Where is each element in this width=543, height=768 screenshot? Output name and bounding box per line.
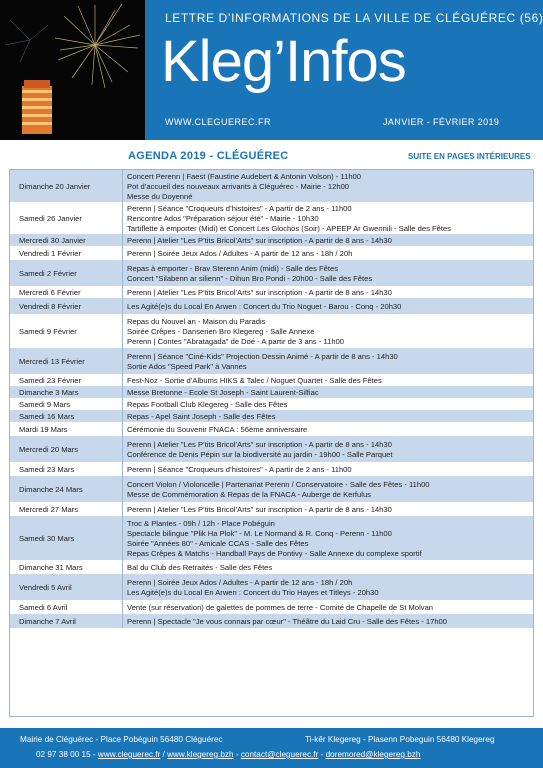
agenda-date: Vendredi 8 Février: [10, 298, 123, 314]
agenda-events: [123, 600, 534, 614]
agenda-events: [123, 170, 534, 202]
agenda-row: [10, 202, 533, 234]
agenda-event: Messe Bretonne - Ecole St Joseph - Saint Laurent-Silfiac: [127, 387, 319, 397]
agenda-date: Samedi 30 Mars: [10, 516, 123, 560]
agenda-event: Pot d’accueil des nouveaux arrivants à Cléguérec - Mairie - 12h00: [127, 181, 350, 191]
agenda-event: Perenn | Soirée Jeux Ados / Adultes - A partir de 12 ans - 18h / 20h: [127, 577, 353, 587]
agenda-row: [10, 170, 533, 202]
agenda-row: [10, 462, 533, 476]
agenda-events: [123, 246, 534, 260]
agenda-events: [123, 560, 534, 574]
newsletter-title: Kleg’Infos: [161, 29, 406, 94]
agenda-row: [10, 502, 533, 516]
agenda-event: Les Agité(e)s du Local En Arwen : Concert du Trio Noguet - Barou - Conq - 20h30: [127, 301, 402, 311]
agenda-event: Concert "Silabenn ar silienn" - Dihun Bro Pondi - 20h00 - Salle des Fêtes: [127, 273, 373, 283]
agenda-date: Samedi 23 Février: [10, 374, 123, 386]
agenda-date: Dimanche 7 Avril: [10, 614, 123, 628]
agenda-events: [123, 398, 534, 410]
agenda-event: Les Agité(e)s du Local En Arwen : Concert du Trio Hayes et Titleys - 20h30: [127, 587, 379, 597]
agenda-event: Perenn | Atelier "Les P’tits Bricol’Arts" sur inscription - A partir de 8 ans - 14h30: [127, 504, 392, 514]
agenda-events: [123, 260, 534, 286]
agenda-date: Mercredi 30 Janvier: [10, 234, 123, 246]
agenda-event: Sortie Ados "Speed Park" à Vannes: [127, 361, 247, 371]
footer-separator: /: [160, 750, 168, 759]
agenda-date: Samedi 16 Mars: [10, 410, 123, 422]
agenda-event: Perenn | Spectacle "Je vous connais par cœur" - Théâtre du Laid Cru - Salle des Fêtes - 17h00: [127, 616, 447, 626]
agenda-events: [123, 614, 534, 628]
agenda-event: Troc & Plantes - 09h / 12h - Place Pobéguin: [127, 518, 275, 528]
agenda-events: [123, 298, 534, 314]
agenda-note: SUITE EN PAGES INTÉRIEURES: [408, 152, 531, 161]
agenda-date: Dimanche 3 Mars: [10, 386, 123, 398]
footer-contacts: [36, 750, 420, 759]
agenda-event: Repas à emporter - Brav Sterenn Anim (midi) - Salle des Fêtes: [127, 263, 339, 273]
agenda-event: Conférence de Denis Pépin sur la biodiversité au jardin - 19h00 - Salle Parquet: [127, 449, 393, 459]
header-text-block: [145, 0, 543, 140]
agenda-row: [10, 246, 533, 260]
agenda-events: [123, 516, 534, 560]
agenda-row: [10, 348, 533, 374]
agenda-table-body: [10, 170, 533, 628]
agenda-event: Perenn | Contes "Abratagada" de Doé - A partir de 3 ans - 11h00: [127, 336, 345, 346]
agenda-event: Perenn | Séance "Croqueurs d’histoires" - A partir de 2 ans - 11h00: [127, 464, 352, 474]
agenda-events: [123, 286, 534, 298]
agenda-event: Concert Perenn | Faest (Faustine Audebert & Antonin Volson) - 11h00: [127, 171, 362, 181]
agenda-title: AGENDA 2019 - CLÉGUÉREC: [128, 150, 289, 162]
agenda-event: Soirée Crêpes - Danserien Bro Klegereg - Salle Annexe: [127, 326, 315, 336]
agenda-row: [10, 386, 533, 398]
agenda-date: Mercredi 20 Mars: [10, 436, 123, 462]
footer: [0, 728, 543, 768]
agenda-event: Spectacle bilingue "Plik Ha Plok" - M. Le Normand & R. Conq - Perenn - 11h00: [127, 528, 392, 538]
agenda-events: [123, 436, 534, 462]
agenda-events: [123, 386, 534, 398]
agenda-table: [9, 169, 534, 717]
agenda-date: Vendredi 1 Février: [10, 246, 123, 260]
agenda-date: Samedi 6 Avril: [10, 600, 123, 614]
footer-link-cleguerec[interactable]: www.cleguerec.fr: [97, 750, 161, 759]
agenda-event: Perenn | Séance "Ciné-Kids" Projection Dessin Animé - A partir de 8 ans - 14h30: [127, 351, 398, 361]
footer-separator: -: [318, 750, 326, 759]
agenda-event: Soirée "Années 80" - Amicale CCAS - Salle des Fêtes: [127, 538, 309, 548]
agenda-row: [10, 410, 533, 422]
agenda-events: [123, 502, 534, 516]
agenda-date: Dimanche 24 Mars: [10, 476, 123, 502]
website-link[interactable]: WWW.CLEGUEREC.FR: [165, 117, 271, 127]
issue-date: JANVIER - FÉVRIER 2019: [383, 117, 500, 127]
agenda-row: [10, 398, 533, 410]
agenda-date: Mercredi 13 Février: [10, 348, 123, 374]
agenda-date: Samedi 9 Mars: [10, 398, 123, 410]
footer-email-doremored[interactable]: doremored@klegereg.bzh: [325, 750, 421, 759]
agenda-row: [10, 600, 533, 614]
agenda-events: [123, 314, 534, 348]
agenda-event: Perenn | Atelier "Les P’tits Bricol’Arts" sur inscription - A partir de 8 ans - 14h30: [127, 439, 392, 449]
agenda-row: [10, 260, 533, 286]
agenda-date: Mercredi 27 Mars: [10, 502, 123, 516]
agenda-event: Repas Crêpes & Matchs - Handball Pays de Pontivy - Salle Annexe du complexe sportif: [127, 548, 422, 558]
agenda-events: [123, 422, 534, 436]
agenda-event: Perenn | Atelier "Les P’tits Bricol’Arts" sur inscription - A partir de 8 ans - 14h30: [127, 287, 392, 297]
footer-address-br: Ti-kêr Klegereg - Plasenn Pobeguin 56480 Klegereg: [305, 735, 495, 744]
agenda-event: Fest-Noz - Sortie d’Albums HIKS & Talec / Noguet Quartet - Salle des Fêtes: [127, 375, 382, 385]
footer-phone: 02 97 38 00 15 -: [36, 750, 96, 759]
agenda-date: Mercredi 6 Février: [10, 286, 123, 298]
agenda-event: Concert Violon / Violoncelle | Partenariat Perenn / Conservatoire - Salle des Fêtes - 11h00: [127, 479, 430, 489]
agenda-event: Perenn | Atelier "Les P’tits Bricol’Arts" sur inscription - A partir de 8 ans - 14h30: [127, 235, 392, 245]
agenda-event: Messe de Commémoration & Repas de la FNACA - Auberge de Kerfulus: [127, 489, 371, 499]
agenda-row: [10, 422, 533, 436]
agenda-row: [10, 234, 533, 246]
agenda-event: Tartiflette à emporter (Midi) et Concert Les Glochos (Soir) - APEEP Ar Gwennili - Salle des Fêtes: [127, 223, 451, 233]
agenda-date: Samedi 9 Février: [10, 314, 123, 348]
agenda-date: Samedi 23 Mars: [10, 462, 123, 476]
agenda-row: [10, 298, 533, 314]
agenda-event: Repas - Apel Saint Joseph - Salle des Fêtes: [127, 411, 276, 421]
agenda-events: [123, 462, 534, 476]
footer-separator: -: [233, 750, 241, 759]
agenda-event: Repas Football Club Klegereg - Salle des Fêtes: [127, 399, 288, 409]
header-banner: [0, 0, 543, 140]
agenda-date: Dimanche 20 Janvier: [10, 170, 123, 202]
fireworks-photo: [0, 0, 145, 140]
agenda-row: [10, 314, 533, 348]
agenda-events: [123, 410, 534, 422]
newsletter-subtitle: LETTRE D’INFORMATIONS DE LA VILLE DE CLÉGUÉREC (56): [165, 11, 543, 25]
agenda-events: [123, 374, 534, 386]
agenda-events: [123, 202, 534, 234]
agenda-date: Samedi 2 Février: [10, 260, 123, 286]
footer-email-contact[interactable]: contact@cleguerec.fr: [240, 750, 319, 759]
agenda-date: Vendredi 5 Avril: [10, 574, 123, 600]
agenda-events: [123, 234, 534, 246]
agenda-event: Messe du Doyenné: [127, 191, 193, 201]
agenda-event: Vente (sur réservation) de galettes de pommes de terre - Comité de Chapelle de St Molvan: [127, 602, 434, 612]
agenda-event: Repas du Nouvel an - Maison du Paradis: [127, 316, 266, 326]
agenda-row: [10, 374, 533, 386]
agenda-row: [10, 614, 533, 628]
agenda-row: [10, 560, 533, 574]
agenda-row: [10, 286, 533, 298]
agenda-events: [123, 348, 534, 374]
agenda-date: Dimanche 31 Mars: [10, 560, 123, 574]
agenda-date: Samedi 26 Janvier: [10, 202, 123, 234]
agenda-row: [10, 574, 533, 600]
agenda-event: Perenn | Soirée Jeux Ados / Adultes - A partir de 12 ans - 18h / 20h: [127, 248, 353, 258]
footer-link-klegereg[interactable]: www.klegereg.bzh: [167, 750, 234, 759]
agenda-row: [10, 516, 533, 560]
agenda-event: Rencontre Ados "Préparation séjour été" - Mairie - 10h30: [127, 213, 319, 223]
agenda-events: [123, 476, 534, 502]
agenda-event: Perenn | Séance "Croqueurs d’histoires" - A partir de 2 ans - 11h00: [127, 203, 352, 213]
agenda-row: [10, 476, 533, 502]
agenda-row: [10, 436, 533, 462]
agenda-event: Cérémonie du Souvenir FNACA : 56ème anniversaire: [127, 424, 308, 434]
agenda-date: Mardi 19 Mars: [10, 422, 123, 436]
footer-address-fr: Mairie de Cléguérec - Place Pobéguin 56480 Cléguérec: [20, 735, 223, 744]
agenda-event: Bal du Club des Retraités - Salle des Fêtes: [127, 562, 273, 572]
agenda-events: [123, 574, 534, 600]
